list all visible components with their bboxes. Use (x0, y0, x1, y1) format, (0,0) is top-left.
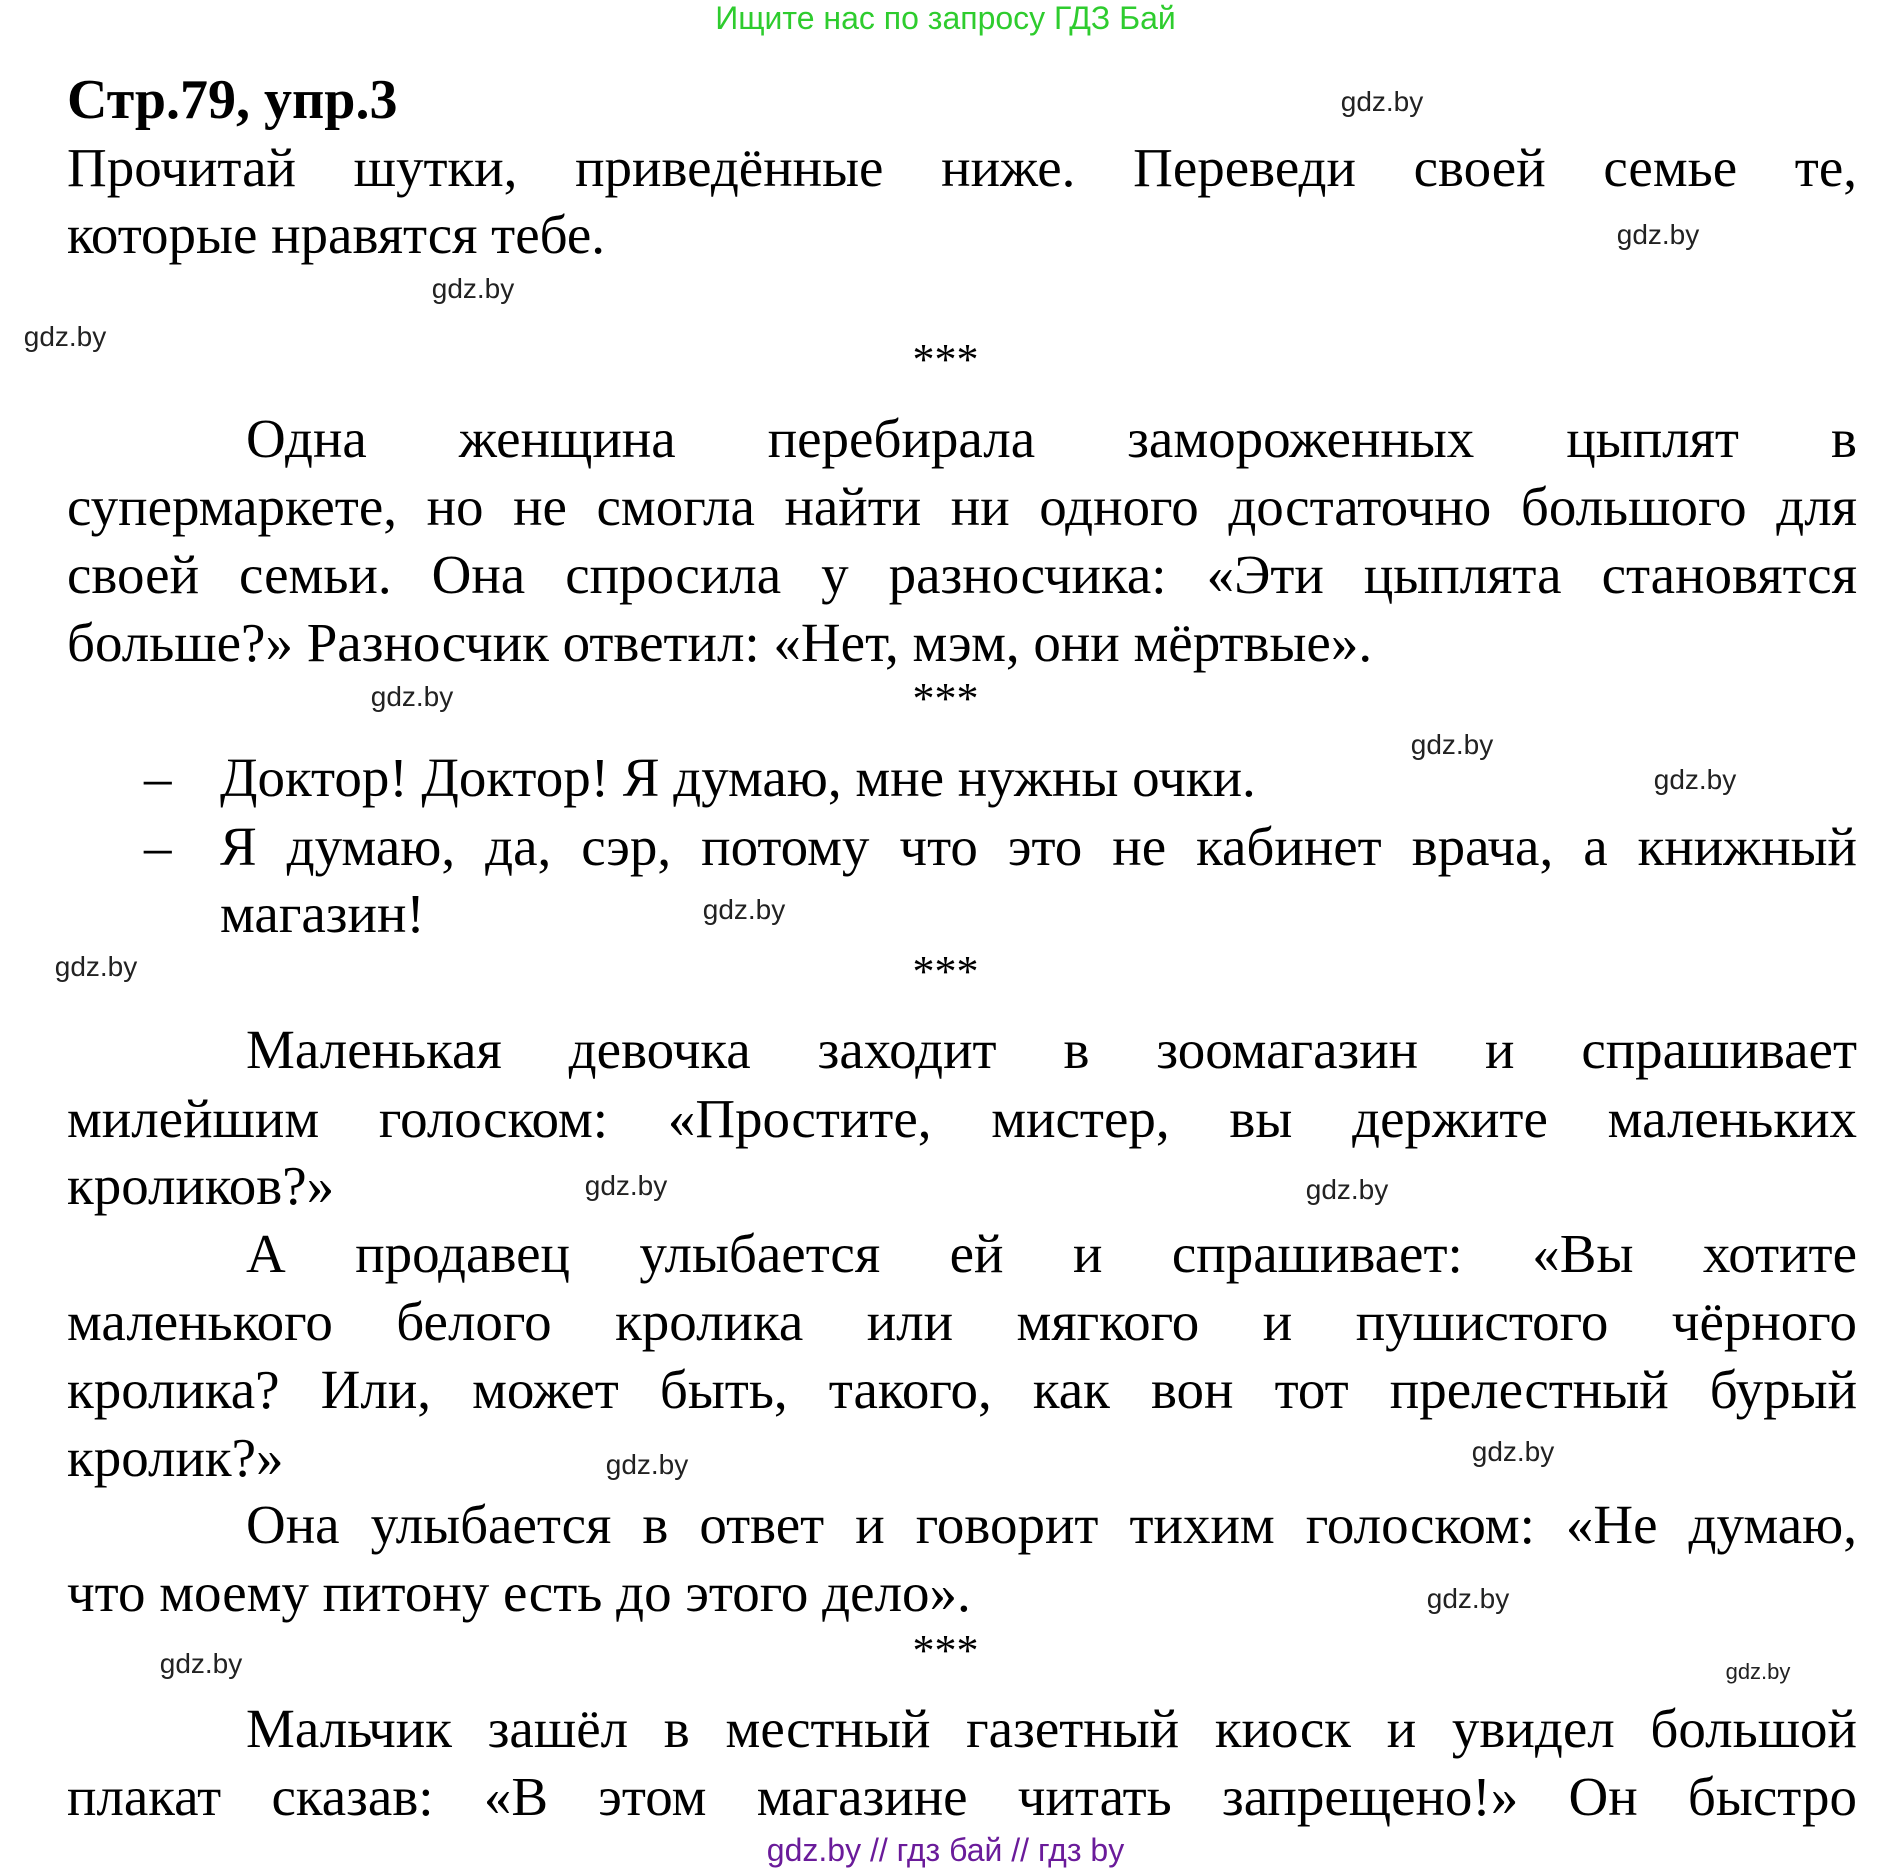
joke-line: кролика? Или, может быть, такого, как вон тот прелестный бурый (67, 1359, 1857, 1420)
watermark: gdz.by (431, 273, 515, 304)
separator: *** (912, 674, 979, 723)
watermark: gdz.by (1340, 86, 1424, 117)
watermark: gdz.by (1471, 1436, 1555, 1467)
joke-line: плакат сказав: «В этом магазине читать запрещено!» Он быстро (67, 1766, 1857, 1827)
watermark: gdz.by (1653, 764, 1737, 795)
page-title: Стр.79, упр.3 (67, 69, 398, 131)
dialogue-line: Я думаю, да, сэр, потому что это не кабинет врача, а книжный (220, 816, 1857, 877)
task-text: Прочитай шутки, приведённые ниже. Переведи своей семье те, (67, 137, 1857, 198)
joke-line: больше?» Разносчик ответил: «Нет, мэм, они мёртвые». (67, 612, 1373, 673)
search-banner: Ищите нас по запросу ГДЗ Бай (715, 0, 1176, 36)
separator: *** (912, 947, 979, 996)
joke-line: Маленькая девочка заходит в зоомагазин и спрашивает (246, 1019, 1857, 1080)
joke-line: Одна женщина перебирала замороженных цыплят в (246, 408, 1857, 469)
watermark: gdz.by (54, 951, 138, 982)
separator: *** (912, 1626, 979, 1675)
joke-line: кролик?» (67, 1427, 284, 1488)
watermark: gdz.by (584, 1170, 668, 1201)
watermark: gdz.by (159, 1648, 243, 1679)
footer-links: gdz.by // гдз бай // гдз by (766, 1832, 1125, 1868)
joke-line: маленького белого кролика или мягкого и пушистого чёрного (67, 1291, 1857, 1352)
watermark: gdz.by (1426, 1583, 1510, 1614)
dialogue-line: магазин! (220, 883, 425, 944)
watermark: gdz.by (1725, 1659, 1791, 1684)
watermark: gdz.by (1305, 1174, 1389, 1205)
joke-line: Мальчик зашёл в местный газетный киоск и увидел большой (246, 1698, 1857, 1759)
watermark: gdz.by (370, 681, 454, 712)
joke-line: своей семьи. Она спросила у разносчика: «Эти цыплята становятся (67, 544, 1857, 605)
dialogue-line: Доктор! Доктор! Я думаю, мне нужны очки. (220, 747, 1256, 808)
joke-line: супермаркете, но не смогла найти ни одного достаточно большого для (67, 476, 1857, 537)
task-text: которые нравятся тебе. (67, 204, 606, 265)
separator: *** (912, 335, 979, 384)
watermark: gdz.by (1616, 219, 1700, 250)
joke-line: милейшим голоском: «Простите, мистер, вы держите маленьких (67, 1088, 1857, 1149)
watermark: gdz.by (702, 894, 786, 925)
watermark: gdz.by (23, 321, 107, 352)
dialogue-dash: – (144, 816, 172, 877)
dialogue-dash: – (144, 747, 172, 808)
watermark: gdz.by (605, 1449, 689, 1480)
joke-line: кроликов?» (67, 1155, 335, 1216)
watermark: gdz.by (1410, 729, 1494, 760)
joke-line: Она улыбается в ответ и говорит тихим голоском: «Не думаю, (246, 1494, 1857, 1555)
joke-line: А продавец улыбается ей и спрашивает: «Вы хотите (246, 1223, 1857, 1284)
joke-line: что моему питону есть до этого дело». (67, 1562, 971, 1623)
